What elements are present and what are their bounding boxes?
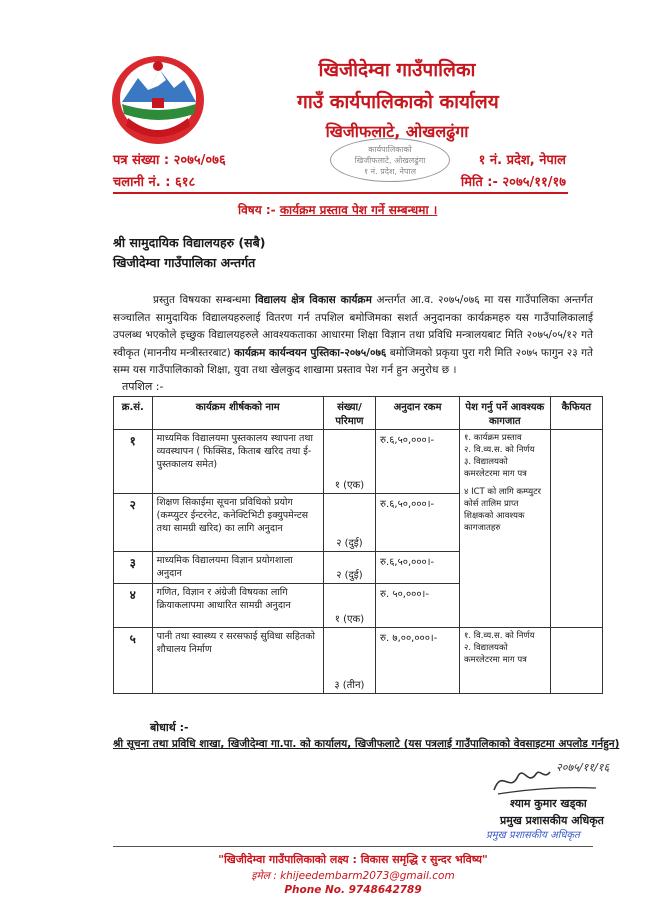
stamp-line: १ नं. प्रदेश, नेपाल bbox=[363, 167, 417, 176]
row-qty: ३ (तीन) bbox=[323, 628, 375, 694]
body-paragraph bbox=[113, 292, 593, 380]
date: मिति :- २०७५/११/१७ bbox=[460, 175, 566, 190]
docs-cell-group2 bbox=[459, 628, 550, 694]
table-row bbox=[114, 628, 603, 694]
row-qty: २ (दुई) bbox=[323, 552, 375, 584]
addressee-line1: श्री सामुदायिक विद्यालयहरु (सबै) bbox=[113, 235, 266, 250]
doc-item: १. वि.व्य.स. को निर्णय bbox=[463, 631, 535, 641]
footer-email: इमेल : khijeedembarm2073@gmail.com bbox=[251, 870, 455, 882]
office-title-line2: गाउँ कार्यपालिकाको कार्यालय bbox=[297, 91, 499, 113]
row-qty: १ (एक) bbox=[323, 584, 375, 628]
col-header: अनुदान रकम bbox=[376, 397, 460, 430]
row-sn: ५ bbox=[114, 628, 153, 694]
signatory-stamp: प्रमुख प्रशासकीय अधिकृत bbox=[486, 830, 580, 841]
row-title: माध्यमिक विद्यालयमा पुस्तकालय स्थापना तथा व्यवस्थापन ( फिक्सिड, किताब खरिद तथा ई-पुस्तकालय समेत) bbox=[152, 430, 323, 494]
table-header-row bbox=[114, 397, 603, 430]
header-divider bbox=[113, 192, 568, 194]
remarks-cell bbox=[550, 430, 602, 628]
row-title: शिक्षण सिकाईमा सूचना प्रविधिको प्रयोग (कम्प्युटर ईन्टरनेट, कनेक्टिभिटी इक्युपमेन्टस तथा सामग्री खरिद) का लागि अनुदान bbox=[152, 494, 323, 552]
row-sn: ४ bbox=[114, 584, 153, 628]
row-qty: २ (दुई) bbox=[323, 494, 375, 552]
stamp-line: खिजीफलाटे, ओखलढुंगा bbox=[354, 156, 426, 165]
col-header: संख्या/ परिमाण bbox=[323, 397, 375, 430]
nepal-emblem-icon bbox=[108, 52, 208, 148]
row-title: गणित, विज्ञान र अंग्रेजी विषयका लागि क्रियाकलापमा आधारित सामग्री अनुदान bbox=[152, 584, 323, 628]
addressee-line2: खिजीदेम्वा गाउँपालिका अन्तर्गत bbox=[113, 255, 256, 270]
row-title: पानी तथा स्वास्थ्य र सरसफाई सुविधा सहितको शौचालय निर्माण bbox=[152, 628, 323, 694]
footer-slogan: "खिजीदेम्वा गाउँपालिकाको लक्ष्य : विकास समृद्धि र सुन्दर भविष्य" bbox=[218, 853, 488, 866]
row-amount: रु.६,५०,०००।- bbox=[376, 494, 460, 552]
row-amount: रु. ५०,०००।- bbox=[376, 584, 460, 628]
body-bold-1: विद्यालय क्षेत्र विकास कार्यक्रम bbox=[255, 294, 372, 306]
signatory-title: प्रमुख प्रशासकीय अधिकृत bbox=[500, 814, 604, 827]
body-text-2: अन्तर्गत आ.व. २०७५/०७६ मा यस गाउँपालिका अन्तर्गत सञ्चालित सामुदायिक विद्यालयहरुलाई वितरण गर्न तपशिल बमोजिमका सशर्त अनुदानका कार्यक्रमहरु यस गाउँपालिकालाई उपलब्ध भएकोले इच्छुक विद्यालयहरुले आवश्यकताका आधारमा शिक्षा विज्ञान तथा प्रविधि मन्त्रालयबाट मिति २०७५/०५/१२ गते स्वीकृत (माननीय मन्त्रीस्तरबाट) bbox=[113, 294, 594, 359]
remarks-cell bbox=[550, 628, 602, 694]
stamp-line: कार्यपालिकाको bbox=[368, 145, 412, 154]
office-title-line3: खिजीफलाटे, ओखलढुंगा bbox=[325, 122, 469, 141]
program-table bbox=[113, 396, 603, 694]
bodharth-text: श्री सूचना तथा प्रविधि शाखा, खिजीदेम्वा गा.पा. को कार्यालय, खिजीफलाटे (यस पत्रलाई गाउँपालिकाको वेवसाइटमा अपलोड गर्नहुन) bbox=[113, 738, 620, 750]
row-amount: रु.६,५०,०००।- bbox=[376, 552, 460, 584]
body-text-1: प्रस्तुत विषयका सम्बन्धमा bbox=[153, 294, 251, 306]
footer-divider bbox=[113, 846, 593, 847]
doc-item: २. वि.व्य.स. को निर्णय bbox=[463, 445, 535, 455]
docs-cell-group1 bbox=[459, 430, 550, 628]
signature-date: २०७५/११/१६ bbox=[556, 761, 610, 774]
col-header: क्र.सं. bbox=[114, 397, 153, 430]
footer-phone: Phone No. 9748642789 bbox=[284, 884, 422, 896]
col-header: पेश गर्नु पर्ने आवश्यक कागजात bbox=[459, 397, 550, 430]
row-sn: ३ bbox=[114, 552, 153, 584]
doc-item: १. कार्यक्रम प्रस्ताव bbox=[463, 433, 522, 443]
row-amount: रु.६,५०,०००।- bbox=[376, 430, 460, 494]
col-header: कैफियत bbox=[550, 397, 602, 430]
subject-text: कार्यक्रम प्रस्ताव पेश गर्ने सम्बन्धमा । bbox=[279, 203, 438, 217]
pradesh: १ नं. प्रदेश, नेपाल bbox=[478, 153, 566, 168]
bodharth-label: बोधार्थ :- bbox=[150, 721, 189, 734]
doc-item: २. विद्यालयको कमरलेटरमा माग पत्र bbox=[463, 643, 527, 665]
signatory-name: श्याम कुमार खड्का bbox=[510, 797, 587, 810]
row-amount: रु. ७,००,०००।- bbox=[376, 628, 460, 694]
row-title: माध्यमिक विद्यालयमा विज्ञान प्रयोगशाला अनुदान bbox=[152, 552, 323, 584]
col-header: कार्यक्रम शीर्षकको नाम bbox=[152, 397, 323, 430]
doc-item: ४ ICT को लागि कम्प्युटर कोर्स तालिम प्राप्त शिक्षकको आवश्यक कागजातहरु bbox=[463, 487, 542, 533]
subject-line bbox=[238, 201, 437, 218]
doc-item: ३. विद्यालयको कमरलेटरमा माग पत्र bbox=[463, 457, 527, 479]
table-row bbox=[114, 430, 603, 494]
subject-label: विषय :- bbox=[238, 203, 276, 217]
body-bold-2: कार्यक्रम कार्यन्वयन पुस्तिका-२०७५/०७६ bbox=[234, 346, 387, 359]
row-qty: १ (एक) bbox=[323, 430, 375, 494]
body-text-3: बमोजिमको प्रकृया पुरा गरी मिति २०७५ फागुन २३ गते सम्म यस गाउँपालिकाको शिक्षा, युवा तथा खेलकुद शाखामा प्रस्ताव पेश गर्न हुन अनुरोध छ । bbox=[113, 346, 593, 376]
row-sn: १ bbox=[114, 430, 153, 494]
office-title-line1: खिजीदेम्वा गाउँपालिका bbox=[318, 59, 476, 81]
patra-sankhya: पत्र संख्या : २०७५/०७६ bbox=[113, 153, 226, 168]
tapsil-label: तपशिल :- bbox=[122, 380, 164, 393]
chalani-number: चलानी नं. : ६१८ bbox=[113, 175, 196, 190]
row-sn: २ bbox=[114, 494, 153, 552]
office-stamp bbox=[330, 138, 450, 182]
